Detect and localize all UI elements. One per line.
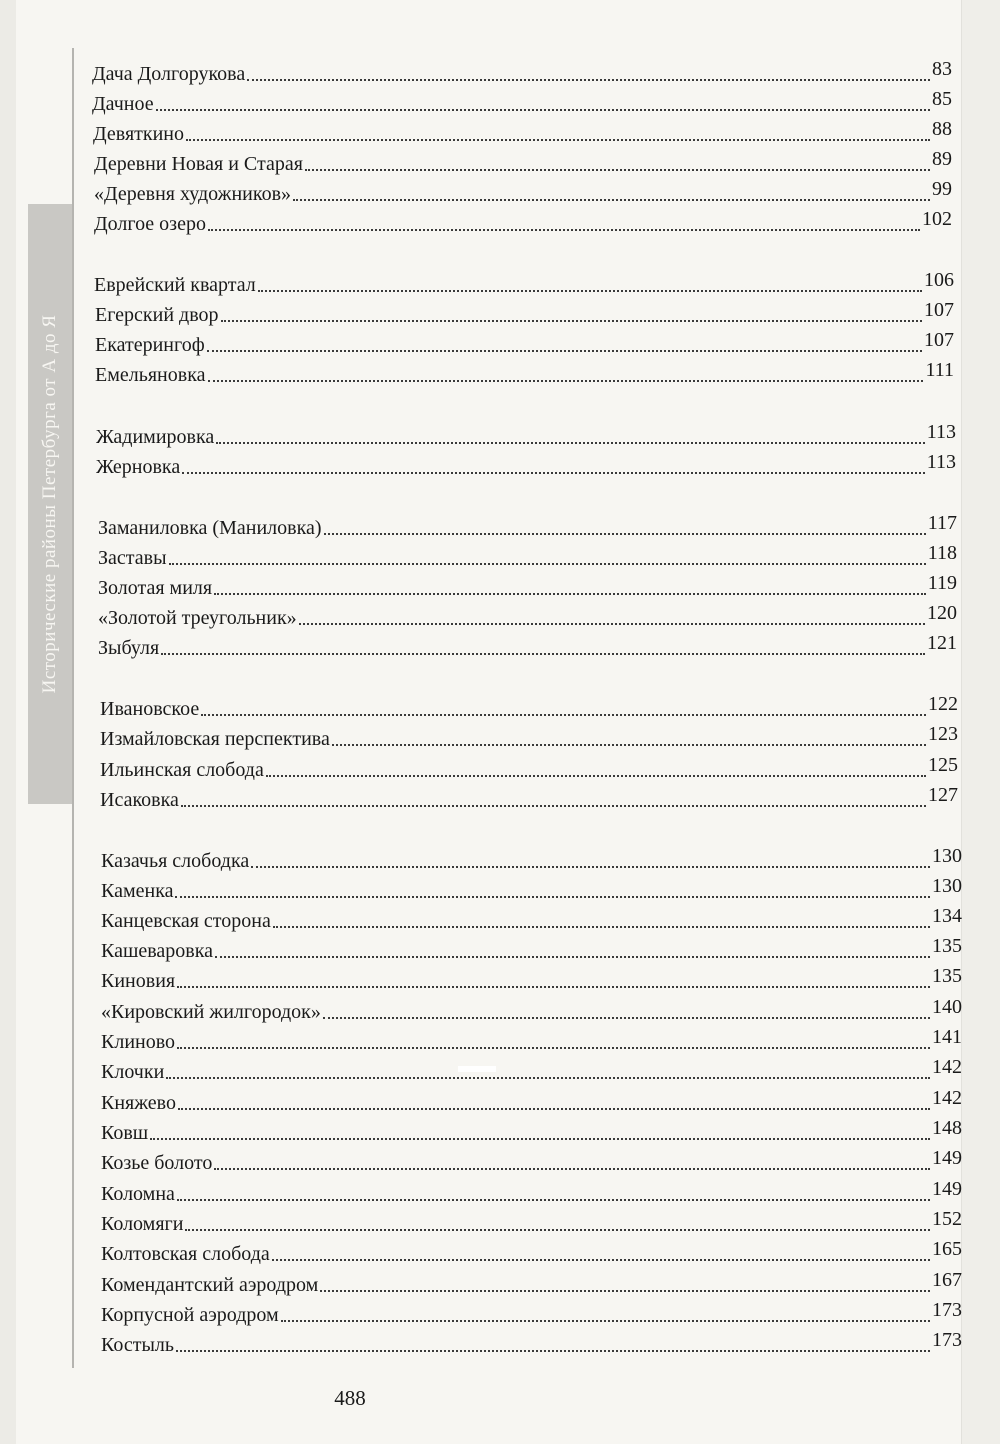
- toc-entry-title: Комендантский аэродром: [101, 1274, 319, 1296]
- toc-entry-page: 140: [932, 996, 962, 1018]
- print-speck: [458, 1066, 496, 1072]
- toc-dot-leader: [156, 109, 930, 111]
- toc-dot-leader: [324, 533, 926, 535]
- toc-dot-leader: [208, 229, 920, 231]
- toc-entry-title: Корпусной аэродром: [101, 1304, 279, 1326]
- toc-entry-title: Ивановское: [100, 698, 200, 720]
- toc-dot-leader: [181, 805, 926, 807]
- toc-entry: [101, 1054, 962, 1084]
- toc-entry-title: «Кировский жилгородок»: [101, 1001, 321, 1023]
- toc-entry: [101, 1145, 962, 1175]
- toc-dot-leader: [186, 139, 930, 141]
- toc-entry: [101, 903, 962, 933]
- toc-entry-page: 125: [928, 754, 958, 776]
- toc-dot-leader: [177, 1199, 930, 1201]
- toc-entry-title: Дача Долгорукова: [92, 63, 246, 85]
- toc-entry: [101, 1024, 962, 1054]
- toc-entry-title: Жерновка: [96, 456, 181, 478]
- toc-entry-title: Ильинская слобода: [100, 759, 264, 781]
- toc-dot-leader: [272, 1259, 930, 1261]
- toc-entry-page: 142: [932, 1087, 962, 1109]
- toc-dot-leader: [182, 472, 925, 474]
- toc-entry: [94, 206, 952, 236]
- toc-entry: [101, 994, 962, 1024]
- toc-entry-page: 102: [922, 208, 952, 230]
- toc-entry-page: 130: [932, 875, 962, 897]
- page-number: 488: [334, 1386, 366, 1410]
- toc-dot-leader: [214, 593, 926, 595]
- toc-entry-page: 120: [927, 602, 957, 624]
- toc-entry-title: Исаковка: [100, 789, 179, 811]
- toc-entry: [100, 721, 958, 751]
- toc-entry: [98, 600, 957, 630]
- toc-entry-title: Зыбуля: [98, 637, 160, 659]
- toc-entry-page: 99: [932, 178, 952, 200]
- toc-entry: [101, 1297, 962, 1327]
- toc-entry: [92, 56, 952, 86]
- toc-dot-leader: [207, 350, 922, 352]
- toc-entry-page: 167: [932, 1269, 962, 1291]
- toc-entry-page: 135: [932, 935, 962, 957]
- toc-entry-title: Каменка: [101, 880, 174, 902]
- toc-entry: [92, 86, 952, 116]
- toc-entry-page: 85: [932, 88, 952, 110]
- toc-entry-title: Кашеваровка: [101, 940, 214, 962]
- toc-entry: [101, 1115, 962, 1145]
- toc-entry-page: 113: [926, 451, 956, 473]
- toc-entry-title: Емельяновка: [95, 364, 206, 386]
- toc-entry-page: 122: [928, 693, 958, 715]
- toc-entry-title: Клочки: [101, 1061, 165, 1083]
- toc-entry: [94, 176, 952, 206]
- toc-entry: [101, 1267, 962, 1297]
- toc-entry: [101, 1327, 962, 1357]
- toc-entry-page: 135: [932, 965, 962, 987]
- toc-entry-title: Колтовская слобода: [101, 1243, 270, 1265]
- toc-entry-page: 119: [927, 572, 957, 594]
- toc-dot-leader: [305, 169, 930, 171]
- toc-dot-leader: [150, 1138, 930, 1140]
- toc-entry: [95, 297, 954, 327]
- toc-entry-page: 141: [932, 1026, 962, 1048]
- toc-entry: [94, 267, 954, 297]
- toc-entry-page: 118: [927, 542, 957, 564]
- toc-dot-leader: [176, 1350, 930, 1352]
- toc-entry-title: Егерский двор: [95, 304, 219, 326]
- toc-entry-page: 173: [932, 1299, 962, 1321]
- toc-entry-page: 106: [924, 269, 954, 291]
- toc-entry-page: 111: [925, 359, 954, 381]
- toc-entry: [101, 963, 962, 993]
- toc-entry-title: Коломна: [101, 1183, 175, 1205]
- toc-entry-title: Жадимировка: [96, 426, 215, 448]
- toc-entry: [100, 782, 958, 812]
- toc-entry: [101, 843, 962, 873]
- toc-entry-page: 83: [932, 58, 952, 80]
- toc-entry: [95, 357, 954, 387]
- toc-entry: [95, 327, 954, 357]
- toc-entry-title: Костыль: [101, 1334, 174, 1356]
- toc-dot-leader: [185, 1229, 930, 1231]
- toc-entry: [101, 873, 962, 903]
- toc-entry-title: Екатерингоф: [95, 334, 205, 356]
- toc-dot-leader: [332, 744, 926, 746]
- toc-dot-leader: [221, 320, 922, 322]
- toc-entry-page: 123: [928, 723, 958, 745]
- toc-entry: [100, 691, 958, 721]
- toc-entry-page: 117: [927, 512, 957, 534]
- toc-dot-leader: [247, 79, 930, 81]
- toc-entry-page: 142: [932, 1056, 962, 1078]
- toc-entry-title: Казачья слободка: [101, 850, 250, 872]
- toc-entry-title: Заставы: [98, 547, 167, 569]
- toc-entry-title: «Деревня художников»: [94, 183, 292, 205]
- toc-entry-page: 107: [924, 299, 954, 321]
- toc-entry-title: Дачное: [92, 93, 154, 115]
- toc-entry-title: Деревни Новая и Старая: [94, 153, 303, 175]
- toc-dot-leader: [323, 1017, 930, 1019]
- toc-entry-page: 134: [932, 905, 962, 927]
- toc-entry-title: Княжево: [101, 1092, 176, 1114]
- toc-entry-title: Золотая миля: [98, 577, 213, 599]
- toc-entry-page: 127: [928, 784, 958, 806]
- toc-dot-leader: [169, 563, 926, 565]
- toc-entry: [93, 116, 952, 146]
- toc-entry-title: Коломяги: [101, 1213, 184, 1235]
- toc-entry-title: Еврейский квартал: [94, 274, 256, 296]
- toc-entry-page: 130: [932, 845, 962, 867]
- side-tab-label: Исторические районы Петербурга от А до Я: [39, 314, 60, 694]
- toc-entry-title: Измайловская перспектива: [100, 728, 330, 750]
- toc-entry: [98, 570, 957, 600]
- toc-entry: [101, 1206, 962, 1236]
- toc-entry: [101, 1085, 962, 1115]
- toc-dot-leader: [175, 896, 930, 898]
- toc-entry-page: 107: [924, 329, 954, 351]
- toc-dot-leader: [166, 1077, 930, 1079]
- toc-entry-page: 149: [932, 1147, 962, 1169]
- toc-dot-leader: [273, 926, 930, 928]
- toc-dot-leader: [201, 714, 926, 716]
- toc-dot-leader: [299, 623, 925, 625]
- toc-entry: [100, 752, 958, 782]
- toc-entry: [94, 146, 952, 176]
- toc-dot-leader: [177, 1047, 930, 1049]
- toc-entry-title: Долгое озеро: [94, 213, 206, 235]
- toc-entry-title: Заманиловка (Маниловка): [98, 517, 322, 539]
- toc-entry: [98, 540, 957, 570]
- toc-entry-title: Киновия: [101, 970, 176, 992]
- toc-dot-leader: [177, 986, 930, 988]
- toc-dot-leader: [216, 442, 924, 444]
- toc-dot-leader: [293, 199, 930, 201]
- toc-dot-leader: [208, 380, 924, 382]
- toc-entry: [96, 419, 956, 449]
- toc-dot-leader: [215, 956, 930, 958]
- toc-entry-page: 173: [932, 1329, 962, 1351]
- toc-entry-title: Ковш: [101, 1122, 149, 1144]
- toc-entry: [101, 933, 962, 963]
- toc-entry-page: 121: [927, 632, 957, 654]
- toc-dot-leader: [281, 1320, 930, 1322]
- toc-entry-page: 113: [926, 421, 956, 443]
- toc-entry-title: Козье болото: [101, 1152, 213, 1174]
- toc-dot-leader: [214, 1168, 930, 1170]
- toc-dot-leader: [251, 866, 930, 868]
- toc-entry-page: 89: [932, 148, 952, 170]
- toc-dot-leader: [320, 1290, 930, 1292]
- toc-entry-page: 165: [932, 1238, 962, 1260]
- toc-entry: [101, 1176, 962, 1206]
- toc-entry-page: 149: [932, 1178, 962, 1200]
- toc-entry-page: 88: [932, 118, 952, 140]
- toc-entry-page: 148: [932, 1117, 962, 1139]
- toc-entry-page: 152: [932, 1208, 962, 1230]
- toc-entry-title: Канцевская сторона: [101, 910, 271, 932]
- toc-entry: [96, 449, 956, 479]
- toc-dot-leader: [266, 775, 926, 777]
- toc-entry-title: Девяткино: [93, 123, 185, 145]
- toc-entry-title: Клиново: [101, 1031, 176, 1053]
- toc-entry: [98, 630, 957, 660]
- toc-dot-leader: [258, 290, 922, 292]
- toc-entry: [101, 1236, 962, 1266]
- toc-dot-leader: [161, 653, 925, 655]
- toc-entry-title: «Золотой треугольник»: [98, 607, 297, 629]
- toc-entry: [98, 510, 957, 540]
- toc-dot-leader: [178, 1108, 930, 1110]
